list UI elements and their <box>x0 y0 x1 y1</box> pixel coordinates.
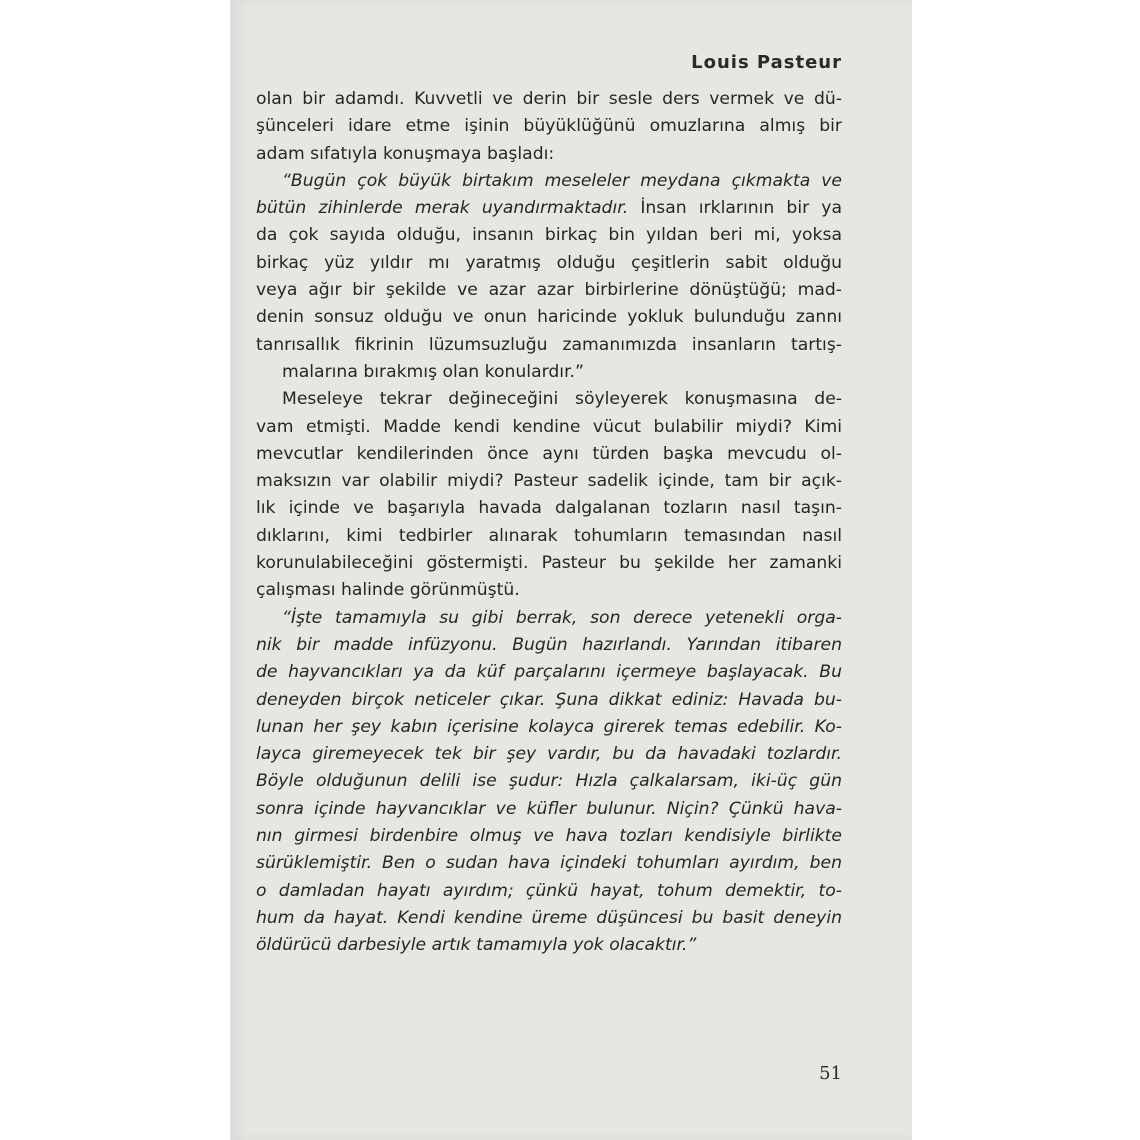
page-number: 51 <box>819 1063 842 1084</box>
quote-paragraph-2 <box>256 605 842 960</box>
book-page <box>230 0 912 1140</box>
text-line: korunulabileceğini göstermişti. Pasteur bu şekilde her zamanki <box>256 553 842 574</box>
text-line: sonra içinde hayvancıklar ve küfler bulunur. Niçin? Çünkü hava- <box>256 798 842 819</box>
text-line: “Bugün çok büyük birtakım meseleler meydana çıkmakta ve <box>282 170 842 191</box>
italic-text: bütün zihinlerde merak uyandırmaktadır. <box>256 198 629 219</box>
page-body-text <box>256 86 842 960</box>
text-line: da çok sayıda olduğu, insanın birkaç bin yıldan beri mi, yoksa <box>256 225 842 246</box>
text-line: adam sıfatıyla konuşmaya başladı: <box>256 143 555 164</box>
regular-text: İnsan ırklarının bir ya <box>628 198 842 219</box>
text-line: veya ağır bir şekilde ve azar azar birbirlerine dönüştüğü; mad- <box>256 280 842 301</box>
text-line: Böyle olduğunun delili ise şudur: Hızla çalkalarsam, iki-üç gün <box>256 771 842 792</box>
text-line: Meseleye tekrar değineceğini söyleyerek konuşmasına de- <box>282 389 842 410</box>
text-line: hum da hayat. Kendi kendine üreme düşüncesi bu basit deneyin <box>256 907 842 928</box>
text-line: denin sonsuz olduğu ve onun haricinde yokluk bulunduğu zannı <box>256 307 842 328</box>
text-line: olan bir adamdı. Kuvvetli ve derin bir sesle ders vermek ve dü- <box>256 89 842 109</box>
text-line: de hayvancıkları ya da küf parçalarını içermeye başlayacak. Bu <box>256 662 842 683</box>
text-line: “İşte tamamıyla su gibi berrak, son derece yetenekli orga- <box>282 607 842 628</box>
text-line: birkaç yüz yıldır mı yaratmış olduğu çeşitlerin sabit olduğu <box>256 252 842 273</box>
paragraph-1 <box>256 86 842 168</box>
text-line: nik bir madde infüzyonu. Bugün hazırlandı. Yarından itibaren <box>256 634 842 655</box>
text-line <box>256 195 842 222</box>
text-line: şünceleri idare etme işinin büyüklüğünü omuzlarına almış bir <box>256 116 842 137</box>
text-line: maksızın var olabilir miydi? Pasteur sadelik içinde, tam bir açık- <box>256 471 842 492</box>
text-line: deneyden birçok neticeler çıkar. Şuna dikkat ediniz: Havada bu- <box>256 689 842 710</box>
paragraph-2 <box>256 386 842 604</box>
text-line: o damladan hayatı ayırdım; çünkü hayat, tohum demektir, to- <box>256 880 842 901</box>
text-line: öldürücü darbesiyle artık tamamıyla yok olacaktır.” <box>256 935 697 956</box>
text-line: mevcutlar kendilerinden önce aynı türden başka mevcudu ol- <box>256 443 842 464</box>
text-line: malarına bırakmış olan konulardır.” <box>282 361 584 382</box>
text-line: dıklarını, kimi tedbirler alınarak tohumların temasından nasıl <box>256 525 842 546</box>
text-line: sürüklemiştir. Ben o sudan hava içindeki tohumları ayırdım, ben <box>256 853 842 874</box>
text-line: nın girmesi birdenbire olmuş ve hava tozları kendisiyle birlikte <box>256 826 842 847</box>
quote-paragraph-1 <box>256 168 842 386</box>
text-line: vam etmişti. Madde kendi kendine vücut bulabilir miydi? Kimi <box>256 416 842 437</box>
text-line: tanrısallık fikrinin lüzumsuzluğu zamanımızda insanların tartış- <box>256 334 842 355</box>
running-title: Louis Pasteur <box>691 52 842 73</box>
text-line: layca giremeyecek tek bir şey vardır, bu da havadaki tozlardır. <box>256 744 842 765</box>
text-line: lunan her şey kabın içerisine kolayca girerek temas edebilir. Ko- <box>256 716 842 737</box>
text-line: çalışması halinde görünmüştü. <box>256 580 520 601</box>
text-line: lık içinde ve başarıyla havada dalgalanan tozların nasıl taşın- <box>256 498 842 519</box>
